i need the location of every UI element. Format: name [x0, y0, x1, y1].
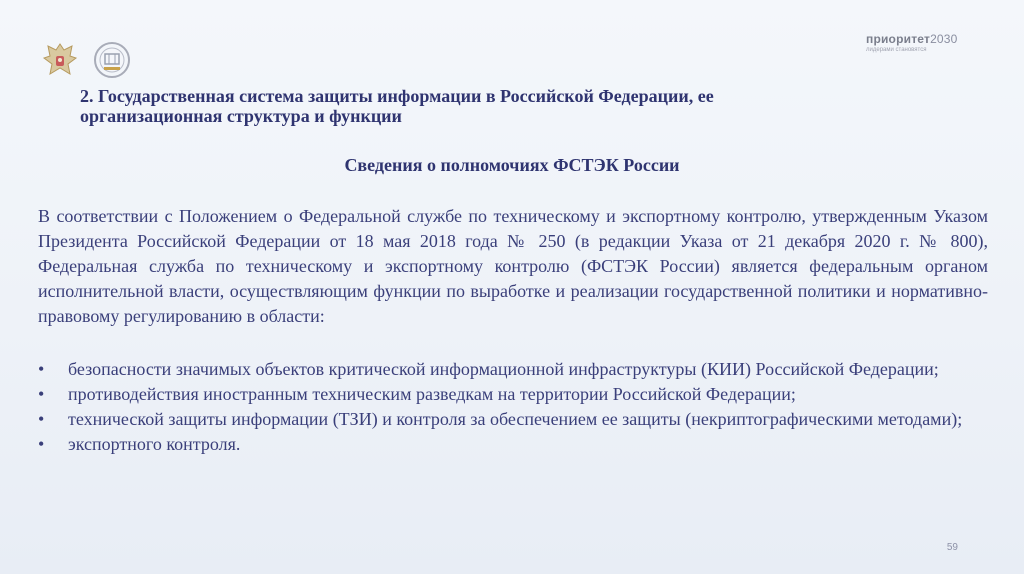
list-item-text: противодействия иностранным техническим разведкам на территории Российской Федерации; — [68, 384, 796, 404]
slide-title — [80, 86, 880, 126]
slide-title-line-1: 2. Государственная система защиты информации в Российской Федерации, ее — [80, 86, 714, 106]
list-item — [38, 382, 988, 407]
list-item — [38, 407, 988, 432]
slide-title-line-2: организационная структура и функции — [80, 106, 402, 126]
brand-tagline: лидерами становятся — [866, 47, 927, 53]
brand-year: 2030 — [930, 32, 958, 46]
emblem-icon — [38, 38, 82, 82]
bullet-marker: • — [38, 384, 45, 404]
bullet-marker: • — [38, 434, 45, 454]
list-item-text: безопасности значимых объектов критической информационной инфраструктуры (КИИ) Российской Федерации; — [68, 359, 939, 379]
brand-logo — [866, 32, 986, 53]
list-item-text: технической защиты информации (ТЗИ) и контроля за обеспечением ее защиты (некриптографическими методами); — [68, 409, 963, 429]
fstec-logo-icon — [92, 40, 132, 80]
brand-name: приоритет2030 — [866, 32, 958, 46]
slide-subtitle: Сведения о полномочиях ФСТЭК России — [344, 155, 680, 175]
list-item-text: экспортного контроля. — [68, 434, 241, 454]
list-item — [38, 432, 988, 457]
bullet-marker: • — [38, 409, 45, 429]
list-item — [38, 357, 988, 382]
page-number: 59 — [946, 542, 958, 553]
body-paragraph: В соответствии с Положением о Федеральной службе по техническому и экспортному контролю, утвержденным Указом Президента Российской Федерации от 18 мая 2018 года № 250 (в редакции Указа от 21 декабря 2020 г. № 800), Федеральная служба по техническому и экспортному контролю (ФСТЭК России) является федеральным органом исполнительной власти, осуществляющим функции по выработке и реализации государственной политики и нормативно-правовому регулированию в области: — [38, 206, 988, 326]
bullet-marker: • — [38, 359, 45, 379]
header-logos — [38, 38, 132, 82]
bullet-list — [38, 357, 988, 457]
